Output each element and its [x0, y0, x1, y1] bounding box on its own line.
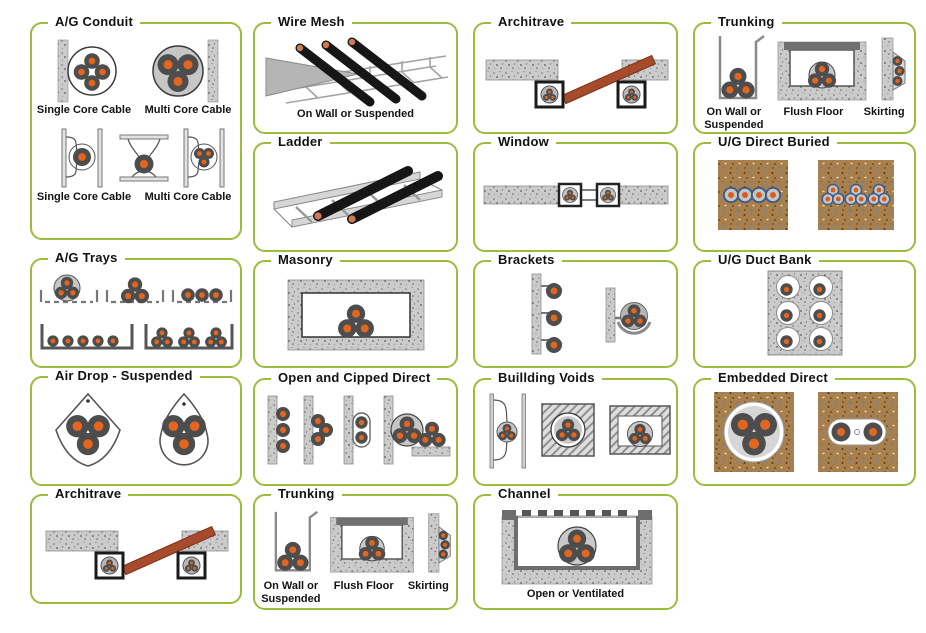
architrave-illustration	[480, 34, 672, 120]
buillding-voids-illustration	[480, 390, 672, 472]
wire-mesh-illustration	[260, 32, 452, 108]
architrave-illustration	[37, 505, 235, 591]
card-title: Ladder	[271, 134, 330, 149]
caption: Multi Core Cable	[144, 191, 232, 204]
card-title: Wire Mesh	[271, 14, 352, 29]
channel-illustration	[480, 504, 672, 588]
caption: Multi Core Cable	[144, 104, 232, 116]
card-trunking-top	[693, 14, 916, 134]
card-title: Architrave	[48, 486, 128, 501]
card-title: Channel	[491, 486, 558, 501]
card-ag-trays	[30, 250, 242, 368]
masonry-illustration	[260, 274, 452, 356]
card-title: Brackets	[491, 252, 562, 267]
card-embedded-direct	[693, 370, 916, 486]
caption: On Wall or Suspended	[297, 108, 414, 120]
caption: Flush Floor	[333, 580, 394, 592]
card-title: Buillding Voids	[491, 370, 602, 385]
card-masonry	[253, 252, 458, 368]
card-buillding-voids	[473, 370, 678, 486]
window-illustration	[480, 160, 672, 234]
card-ug-duct-bank	[693, 252, 916, 368]
card-ug-direct-buried	[693, 134, 916, 252]
card-brackets	[473, 252, 678, 368]
card-title: Embedded Direct	[711, 370, 835, 385]
card-title: Trunking	[711, 14, 782, 29]
card-wire-mesh	[253, 14, 458, 134]
card-air-drop-suspended	[30, 368, 242, 486]
card-architrave-bottom	[30, 486, 242, 604]
caption: Flush Floor	[783, 106, 844, 118]
ag-conduit-cleats-illustration	[36, 125, 236, 191]
card-trunking-bottom	[253, 486, 458, 610]
card-open-and-cipped-direct	[253, 370, 458, 486]
caption: Single Core Cable	[36, 104, 132, 116]
caption: On Wall or Suspended	[704, 106, 764, 132]
card-title: Architrave	[491, 14, 571, 29]
embedded-direct-illustration	[700, 390, 910, 474]
brackets-illustration	[480, 272, 672, 356]
caption: Skirting	[863, 106, 905, 118]
card-ag-conduit	[30, 14, 242, 240]
ag-conduit-on-wall-illustration	[36, 38, 236, 104]
ag-trays-illustration	[34, 268, 238, 358]
caption: On Wall or Suspended	[261, 580, 321, 606]
card-title: U/G Duct Bank	[711, 252, 819, 267]
card-ladder	[253, 134, 458, 252]
card-title: Masonry	[271, 252, 340, 267]
air-drop-suspended-illustration	[36, 388, 236, 474]
trunking-illustration	[700, 32, 910, 104]
caption: Open or Ventilated	[526, 588, 625, 600]
ug-direct-buried-illustration	[700, 156, 910, 236]
card-title: Trunking	[271, 486, 342, 501]
card-title: U/G Direct Buried	[711, 134, 837, 149]
ladder-illustration	[260, 156, 452, 240]
card-channel	[473, 486, 678, 610]
open-and-cipped-direct-illustration	[260, 390, 452, 472]
card-title: Window	[491, 134, 556, 149]
caption: Skirting	[407, 580, 449, 592]
caption: Single Core Cable	[36, 191, 132, 204]
ug-duct-bank-illustration	[700, 268, 910, 358]
card-title: Open and Cipped Direct	[271, 370, 437, 385]
card-window	[473, 134, 678, 252]
card-architrave-top	[473, 14, 678, 134]
card-title: A/G Trays	[48, 250, 125, 265]
trunking-illustration	[257, 506, 455, 578]
card-title: A/G Conduit	[48, 14, 140, 29]
card-title: Air Drop - Suspended	[48, 368, 200, 383]
